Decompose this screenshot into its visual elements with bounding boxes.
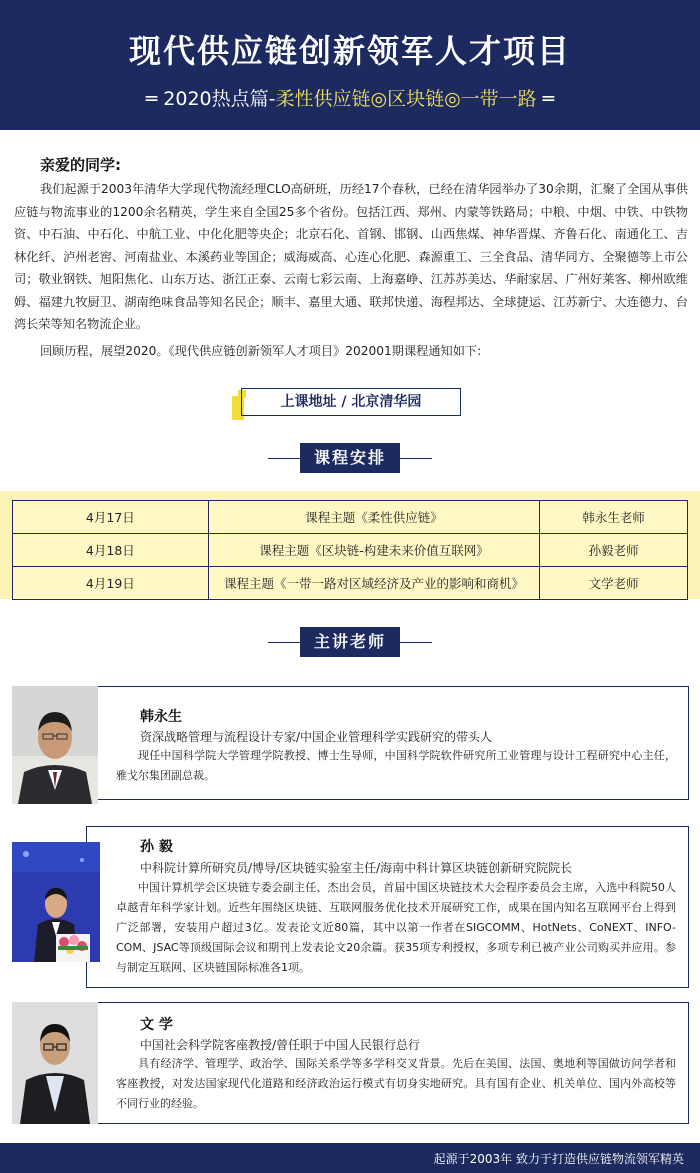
teacher-desc-2: 中国计算机学会区块链专委会副主任、杰出会员，首届中国区块链技术大会程序委员会主席，入选中科院50人卓越青年科学家计划。近些年围绕区块链、互联网服务优化技术开展研究工作，成果在国内知名互联网平台上得到广泛部署，安装用户超过3亿。发表论文近80篇，其中以第一作者在SIGCOMM、HotNets、CoNEXT、INFO-COM、JSAC等顶级国际会议和期刊上发表论文20余篇。获35项专利授权，多项专利已被产业公司购买并应用。参与制定互联网、区块链国际标准各1项。 (116, 881, 676, 974)
subtitle-left-rule: ═ (145, 88, 164, 110)
class-address: 上课地址 / 北京清华园 (241, 388, 461, 416)
teacher-desc-3: 具有经济学、管理学、政治学、国际关系学等多学科交叉背景。先后在美国、法国、奥地利等国做访问学者和客座教授，对发达国家现代化道路和经济政治运行模式有切身实地研究。具有国有企业、机关单位、国内外高校等不同行业的经验。 (116, 1057, 676, 1110)
page-title: 现代供应链创新领军人才项目 (128, 32, 571, 70)
table-row (13, 534, 688, 567)
salutation: 亲爱的同学: (40, 156, 121, 174)
teacher-name-2: 孙 毅 (140, 839, 173, 855)
teacher-name-1: 韩永生 (140, 709, 182, 725)
schedule-topic: 课程主题《区块链-构建未来价值互联网》 (208, 534, 540, 567)
schedule-date: 4月19日 (13, 567, 209, 600)
teacher-photo-2 (12, 842, 100, 962)
teacher-photo-3 (12, 1002, 98, 1124)
teacher-portrait-3 (12, 1002, 98, 1124)
schedule-topic: 课程主题《柔性供应链》 (208, 501, 540, 534)
schedule-date: 4月17日 (13, 501, 209, 534)
subtitle-prefix: 2020热点篇- (163, 88, 276, 110)
teacher-role-3: 中国社会科学院客座教授/曾任职于中国人民银行总行 (140, 1038, 421, 1052)
teacher-desc-1: 现任中国科学院大学管理学院教授、博士生导师，中国科学院软件研究所工业管理与设计工程研究中心主任，雅戈尔集团副总裁。 (116, 749, 676, 782)
closing-paragraph: 回顾历程，展望2020。《现代供应链创新领军人才项目》202001期课程通知如下: (40, 344, 482, 358)
teachers-heading: 主讲老师 (300, 627, 400, 657)
schedule-teacher: 孙毅老师 (540, 534, 688, 567)
table-row (13, 501, 688, 534)
footer-bar (0, 1143, 700, 1173)
subtitle-highlight: 柔性供应链◎区块链◎一带一路 (275, 88, 537, 110)
teacher-role-1: 资深战略管理与流程设计专家/中国企业管理科学实践研究的带头人 (140, 730, 493, 744)
table-row (13, 567, 688, 600)
teacher-portrait-2 (12, 842, 100, 962)
teacher-role-2: 中科院计算所研究员/博导/区块链实验室主任/海南中科计算区块链创新研究院院长 (140, 861, 573, 875)
intro-paragraph: 我们起源于2003年清华大学现代物流经理CLO高研班，历经17个春秋，已经在清华园举办了30余期，汇聚了全国从事供应链与物流事业的1200余名精英，学生来自全国25多个省份。包括江西、郑州、内蒙等铁路局；中粮、中烟、中铁、中铁物资、中石油、中石化、中航工业、中化化肥等央企；北京石化、首钢、邯钢、山西焦煤、神华晋煤、齐鲁石化、南通化工、吉林化纤、泸州老窖、河南盐业、本溪药业等国企；威海威高、心连心化肥、森源重工、三全食品、清华同方、全聚德等上市公司；敬业钢铁、旭阳焦化、山东万达、浙江正泰、云南七彩云南、上海嘉峥、江苏苏美达、华耐家居、广州好莱客、柳州欧维姆、福建九牧厨卫、湖南绝味食品等知名民企；顺丰、嘉里大通、联邦快递、海程邦达、全球捷运、江苏新宁、大连德力、台湾长荣等知名物流企业。 (14, 182, 688, 331)
schedule-teacher: 韩永生老师 (540, 501, 688, 534)
footer-text: 起源于2003年 致力于打造供应链物流领军精英 (433, 1152, 684, 1166)
teacher-name-3: 文 学 (140, 1017, 173, 1033)
teacher-photo-1 (12, 686, 98, 804)
header-banner (0, 0, 700, 130)
schedule-heading: 课程安排 (300, 443, 400, 473)
schedule-teacher: 文学老师 (540, 567, 688, 600)
page-subtitle (0, 84, 700, 111)
teacher-portrait-1 (12, 686, 98, 804)
schedule-date: 4月18日 (13, 534, 209, 567)
schedule-topic: 课程主题《一带一路对区域经济及产业的影响和商机》 (208, 567, 540, 600)
subtitle-right-rule: ═ (536, 88, 555, 110)
schedule-table (12, 500, 688, 600)
